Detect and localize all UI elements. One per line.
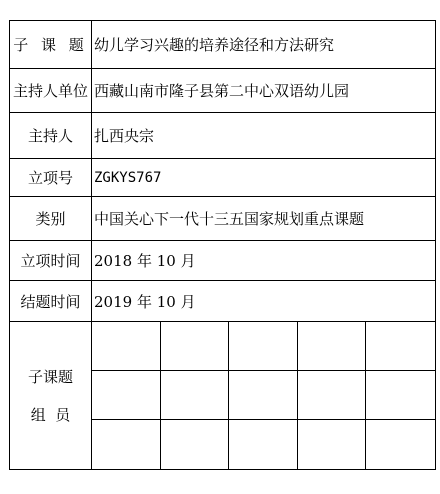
- member-cell[interactable]: [229, 371, 298, 420]
- member-cell[interactable]: [92, 371, 161, 420]
- member-cell[interactable]: [298, 371, 367, 420]
- members-label: [10, 322, 92, 469]
- member-cell[interactable]: [366, 322, 435, 371]
- value-host-unit: 西藏山南市隆子县第二中心双语幼儿园: [94, 82, 350, 100]
- row-host: [10, 113, 435, 159]
- label-category: 类别: [10, 197, 92, 240]
- member-cell[interactable]: [298, 420, 367, 469]
- row-start-date: [10, 241, 435, 281]
- member-cell[interactable]: [229, 420, 298, 469]
- member-cell[interactable]: [229, 322, 298, 371]
- label-subtopic: 子 课 题: [10, 21, 92, 68]
- row-category: [10, 197, 435, 241]
- member-cell[interactable]: [298, 322, 367, 371]
- row-host-unit: [10, 69, 435, 113]
- value-project-number: ZGKYS767: [94, 169, 162, 186]
- member-cell[interactable]: [161, 371, 230, 420]
- label-host: 主持人: [10, 113, 92, 158]
- row-project-number: [10, 159, 435, 197]
- member-cell[interactable]: [161, 420, 230, 469]
- value-subtopic: 幼儿学习兴趣的培养途径和方法研究: [94, 36, 335, 54]
- row-end-date: [10, 281, 435, 322]
- member-cell[interactable]: [161, 322, 230, 371]
- value-host: 扎西央宗: [94, 127, 155, 145]
- member-cell[interactable]: [92, 322, 161, 371]
- value-end-date: 2019 年 10 月: [94, 292, 196, 311]
- members-label-line1: 子课题: [27, 367, 73, 386]
- members-grid: [92, 322, 435, 469]
- member-cell[interactable]: [92, 420, 161, 469]
- value-category: 中国关心下一代十三五国家规划重点课题: [94, 210, 365, 228]
- label-end-date: 结题时间: [10, 281, 92, 321]
- member-cell[interactable]: [366, 420, 435, 469]
- value-start-date: 2018 年 10 月: [94, 252, 196, 270]
- members-label-line2: 组 员: [30, 405, 71, 424]
- project-info-form: [9, 20, 436, 470]
- label-start-date: 立项时间: [10, 241, 92, 280]
- row-subtopic: [10, 21, 435, 69]
- label-project-number: 立项号: [10, 159, 92, 196]
- label-host-unit: 主持人单位: [10, 69, 92, 112]
- member-cell[interactable]: [366, 371, 435, 420]
